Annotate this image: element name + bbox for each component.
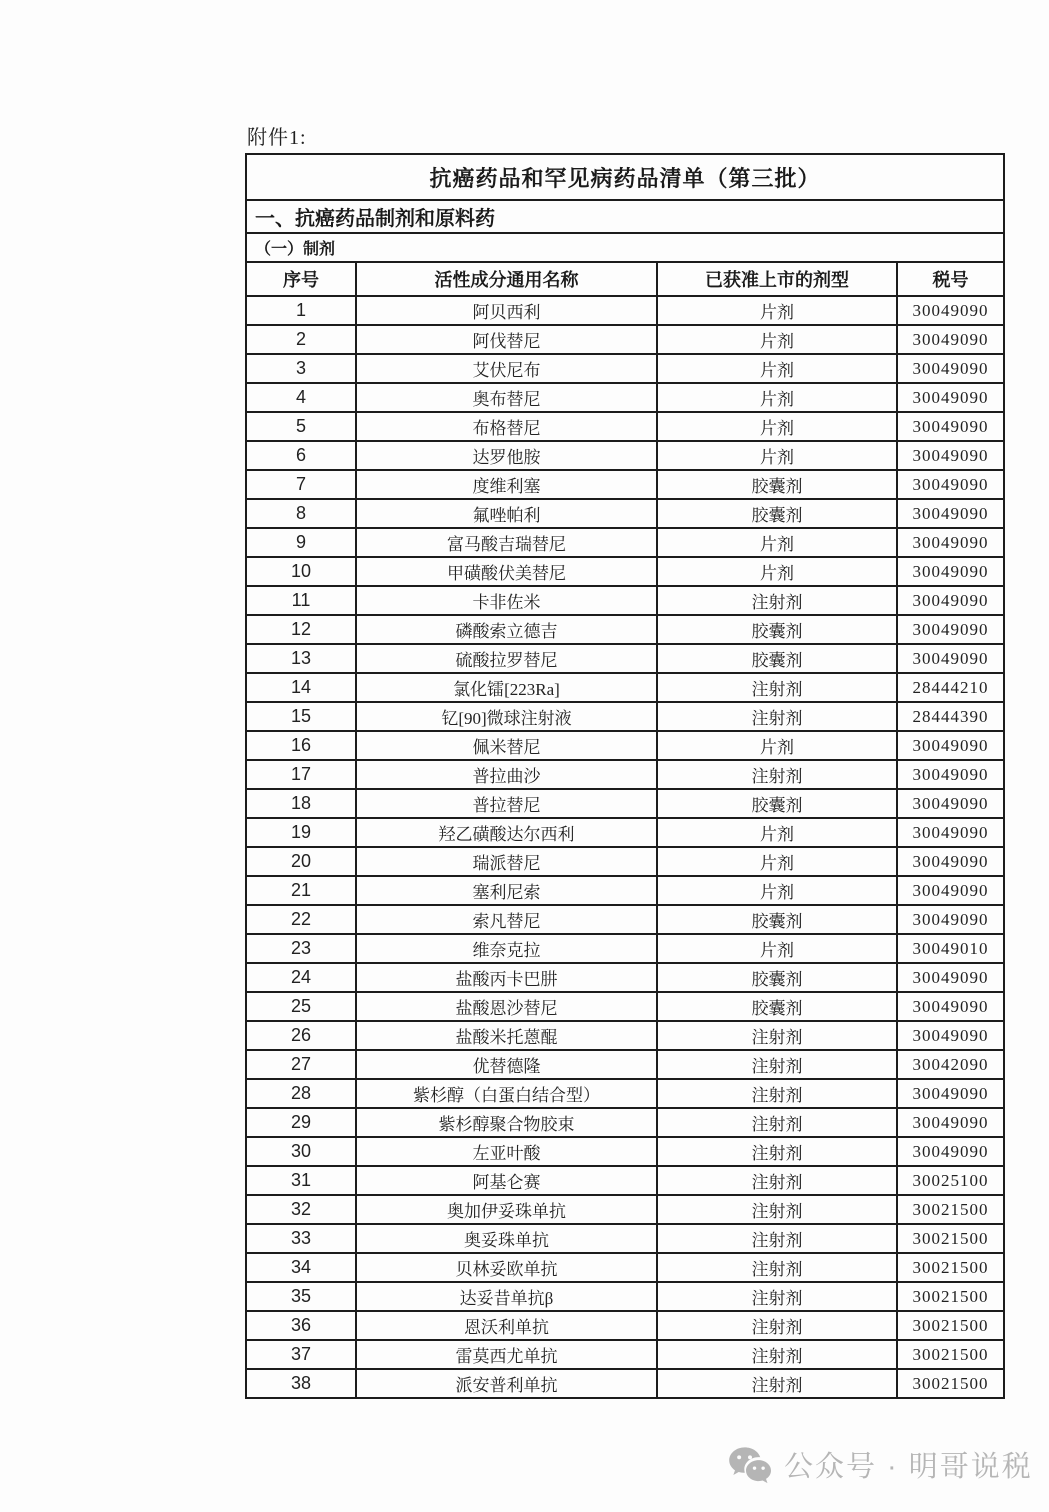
cell-dosage-form: 注射剂	[657, 1224, 897, 1253]
cell-ingredient-name: 磷酸索立德吉	[356, 615, 657, 644]
cell-serial-number: 15	[246, 702, 356, 731]
cell-dosage-form: 注射剂	[657, 1253, 897, 1282]
table-subsection-row	[246, 233, 1004, 262]
cell-tariff-code: 30049090	[897, 470, 1004, 499]
cell-dosage-form: 胶囊剂	[657, 499, 897, 528]
drug-list-table	[245, 153, 1005, 1399]
cell-tariff-code: 30021500	[897, 1340, 1004, 1369]
cell-tariff-code: 30049090	[897, 992, 1004, 1021]
cell-ingredient-name: 紫杉醇（白蛋白结合型）	[356, 1079, 657, 1108]
cell-serial-number: 18	[246, 789, 356, 818]
cell-dosage-form: 片剂	[657, 847, 897, 876]
table-section-row	[246, 200, 1004, 233]
cell-ingredient-name: 优替德隆	[356, 1050, 657, 1079]
cell-serial-number: 32	[246, 1195, 356, 1224]
cell-serial-number: 28	[246, 1079, 356, 1108]
cell-tariff-code: 30021500	[897, 1195, 1004, 1224]
table-row	[246, 1340, 1004, 1369]
cell-tariff-code: 30049090	[897, 644, 1004, 673]
table-title: 抗癌药品和罕见病药品清单（第三批）	[246, 154, 1004, 200]
cell-serial-number: 11	[246, 586, 356, 615]
cell-tariff-code: 30049090	[897, 557, 1004, 586]
cell-dosage-form: 注射剂	[657, 586, 897, 615]
cell-dosage-form: 注射剂	[657, 1021, 897, 1050]
column-header-code: 税号	[897, 262, 1004, 296]
cell-dosage-form: 注射剂	[657, 1340, 897, 1369]
cell-tariff-code: 30049090	[897, 325, 1004, 354]
cell-dosage-form: 片剂	[657, 818, 897, 847]
cell-ingredient-name: 达妥昔单抗β	[356, 1282, 657, 1311]
cell-ingredient-name: 布格替尼	[356, 412, 657, 441]
cell-serial-number: 23	[246, 934, 356, 963]
cell-dosage-form: 片剂	[657, 383, 897, 412]
table-row	[246, 905, 1004, 934]
cell-tariff-code: 30049090	[897, 383, 1004, 412]
cell-serial-number: 27	[246, 1050, 356, 1079]
cell-tariff-code: 30049090	[897, 789, 1004, 818]
table-row	[246, 1369, 1004, 1398]
table-row	[246, 412, 1004, 441]
table-row	[246, 441, 1004, 470]
cell-serial-number: 8	[246, 499, 356, 528]
cell-serial-number: 24	[246, 963, 356, 992]
cell-dosage-form: 片剂	[657, 557, 897, 586]
cell-dosage-form: 片剂	[657, 296, 897, 325]
cell-ingredient-name: 贝林妥欧单抗	[356, 1253, 657, 1282]
cell-serial-number: 33	[246, 1224, 356, 1253]
cell-serial-number: 29	[246, 1108, 356, 1137]
table-row	[246, 818, 1004, 847]
cell-ingredient-name: 普拉替尼	[356, 789, 657, 818]
cell-serial-number: 16	[246, 731, 356, 760]
table-row	[246, 934, 1004, 963]
cell-serial-number: 12	[246, 615, 356, 644]
cell-ingredient-name: 佩米替尼	[356, 731, 657, 760]
cell-dosage-form: 胶囊剂	[657, 644, 897, 673]
cell-dosage-form: 片剂	[657, 441, 897, 470]
cell-serial-number: 34	[246, 1253, 356, 1282]
cell-ingredient-name: 派安普利单抗	[356, 1369, 657, 1398]
cell-tariff-code: 30049090	[897, 1079, 1004, 1108]
cell-tariff-code: 30049090	[897, 1137, 1004, 1166]
cell-dosage-form: 注射剂	[657, 1137, 897, 1166]
column-header-name: 活性成分通用名称	[356, 262, 657, 296]
cell-tariff-code: 30025100	[897, 1166, 1004, 1195]
cell-serial-number: 19	[246, 818, 356, 847]
cell-ingredient-name: 度维利塞	[356, 470, 657, 499]
table-row	[246, 586, 1004, 615]
section-heading: 一、抗癌药品制剂和原料药	[246, 200, 1004, 233]
cell-serial-number: 14	[246, 673, 356, 702]
cell-tariff-code: 30049090	[897, 441, 1004, 470]
table-row	[246, 615, 1004, 644]
table-row	[246, 731, 1004, 760]
cell-dosage-form: 注射剂	[657, 1311, 897, 1340]
table-row	[246, 1050, 1004, 1079]
table-row	[246, 1282, 1004, 1311]
table-row	[246, 1166, 1004, 1195]
cell-serial-number: 21	[246, 876, 356, 905]
cell-serial-number: 10	[246, 557, 356, 586]
table-row	[246, 1021, 1004, 1050]
table-row	[246, 325, 1004, 354]
cell-serial-number: 22	[246, 905, 356, 934]
cell-dosage-form: 注射剂	[657, 1050, 897, 1079]
table-row	[246, 644, 1004, 673]
table-row	[246, 1224, 1004, 1253]
cell-tariff-code: 30049090	[897, 1108, 1004, 1137]
table-row	[246, 702, 1004, 731]
cell-dosage-form: 注射剂	[657, 1195, 897, 1224]
cell-tariff-code: 30049090	[897, 905, 1004, 934]
cell-dosage-form: 胶囊剂	[657, 905, 897, 934]
cell-tariff-code: 30021500	[897, 1224, 1004, 1253]
cell-tariff-code: 30021500	[897, 1253, 1004, 1282]
cell-ingredient-name: 达罗他胺	[356, 441, 657, 470]
cell-serial-number: 7	[246, 470, 356, 499]
cell-tariff-code: 30042090	[897, 1050, 1004, 1079]
cell-ingredient-name: 阿伐替尼	[356, 325, 657, 354]
table-row	[246, 789, 1004, 818]
cell-dosage-form: 注射剂	[657, 1282, 897, 1311]
cell-ingredient-name: 卡非佐米	[356, 586, 657, 615]
table-row	[246, 296, 1004, 325]
cell-ingredient-name: 盐酸米托蒽醌	[356, 1021, 657, 1050]
cell-ingredient-name: 羟乙磺酸达尔西利	[356, 818, 657, 847]
table-row	[246, 557, 1004, 586]
cell-ingredient-name: 恩沃利单抗	[356, 1311, 657, 1340]
table-header-row	[246, 262, 1004, 296]
cell-ingredient-name: 普拉曲沙	[356, 760, 657, 789]
table-row	[246, 760, 1004, 789]
cell-serial-number: 20	[246, 847, 356, 876]
cell-ingredient-name: 索凡替尼	[356, 905, 657, 934]
table-row	[246, 354, 1004, 383]
cell-tariff-code: 30049090	[897, 1021, 1004, 1050]
cell-ingredient-name: 塞利尼索	[356, 876, 657, 905]
cell-serial-number: 5	[246, 412, 356, 441]
table-row	[246, 499, 1004, 528]
cell-ingredient-name: 氟唑帕利	[356, 499, 657, 528]
cell-ingredient-name: 盐酸恩沙替尼	[356, 992, 657, 1021]
cell-tariff-code: 30021500	[897, 1311, 1004, 1340]
cell-dosage-form: 片剂	[657, 876, 897, 905]
attachment-label: 附件1:	[247, 127, 307, 149]
cell-tariff-code: 30049090	[897, 731, 1004, 760]
cell-ingredient-name: 左亚叶酸	[356, 1137, 657, 1166]
cell-tariff-code: 30049090	[897, 760, 1004, 789]
cell-tariff-code: 30021500	[897, 1369, 1004, 1398]
cell-ingredient-name: 奥布替尼	[356, 383, 657, 412]
cell-dosage-form: 片剂	[657, 731, 897, 760]
cell-tariff-code: 30049090	[897, 354, 1004, 383]
table-row	[246, 992, 1004, 1021]
table-row	[246, 470, 1004, 499]
cell-ingredient-name: 阿基仑赛	[356, 1166, 657, 1195]
table-row	[246, 876, 1004, 905]
cell-ingredient-name: 奥妥珠单抗	[356, 1224, 657, 1253]
cell-dosage-form: 片剂	[657, 354, 897, 383]
cell-serial-number: 2	[246, 325, 356, 354]
cell-serial-number: 13	[246, 644, 356, 673]
cell-ingredient-name: 钇[90]微球注射液	[356, 702, 657, 731]
column-header-form: 已获准上市的剂型	[657, 262, 897, 296]
cell-tariff-code: 30049090	[897, 412, 1004, 441]
column-header-no: 序号	[246, 262, 356, 296]
cell-dosage-form: 注射剂	[657, 1079, 897, 1108]
cell-dosage-form: 注射剂	[657, 760, 897, 789]
cell-ingredient-name: 雷莫西尤单抗	[356, 1340, 657, 1369]
table-row	[246, 673, 1004, 702]
cell-tariff-code: 30049090	[897, 586, 1004, 615]
cell-tariff-code: 30049090	[897, 818, 1004, 847]
cell-serial-number: 17	[246, 760, 356, 789]
table-row	[246, 1079, 1004, 1108]
cell-ingredient-name: 紫杉醇聚合物胶束	[356, 1108, 657, 1137]
watermark-text: 公众号 · 明哥说税	[784, 1451, 1033, 1483]
cell-ingredient-name: 维奈克拉	[356, 934, 657, 963]
cell-dosage-form: 胶囊剂	[657, 789, 897, 818]
wechat-icon	[728, 1446, 772, 1484]
table-row	[246, 1253, 1004, 1282]
cell-dosage-form: 片剂	[657, 412, 897, 441]
cell-ingredient-name: 甲磺酸伏美替尼	[356, 557, 657, 586]
cell-serial-number: 35	[246, 1282, 356, 1311]
cell-ingredient-name: 富马酸吉瑞替尼	[356, 528, 657, 557]
cell-serial-number: 4	[246, 383, 356, 412]
cell-dosage-form: 胶囊剂	[657, 992, 897, 1021]
cell-serial-number: 36	[246, 1311, 356, 1340]
cell-serial-number: 9	[246, 528, 356, 557]
cell-tariff-code: 28444390	[897, 702, 1004, 731]
cell-dosage-form: 片剂	[657, 528, 897, 557]
cell-dosage-form: 注射剂	[657, 673, 897, 702]
cell-dosage-form: 注射剂	[657, 1166, 897, 1195]
cell-ingredient-name: 奥加伊妥珠单抗	[356, 1195, 657, 1224]
cell-dosage-form: 片剂	[657, 934, 897, 963]
cell-tariff-code: 30049090	[897, 615, 1004, 644]
cell-dosage-form: 胶囊剂	[657, 470, 897, 499]
cell-serial-number: 6	[246, 441, 356, 470]
cell-ingredient-name: 阿贝西利	[356, 296, 657, 325]
cell-tariff-code: 28444210	[897, 673, 1004, 702]
cell-tariff-code: 30049090	[897, 528, 1004, 557]
cell-serial-number: 38	[246, 1369, 356, 1398]
cell-serial-number: 25	[246, 992, 356, 1021]
table-row	[246, 963, 1004, 992]
table-row	[246, 1137, 1004, 1166]
cell-serial-number: 31	[246, 1166, 356, 1195]
table-body	[246, 154, 1004, 1398]
table-row	[246, 847, 1004, 876]
cell-tariff-code: 30049090	[897, 847, 1004, 876]
cell-dosage-form: 注射剂	[657, 1108, 897, 1137]
cell-tariff-code: 30049090	[897, 876, 1004, 905]
table-row	[246, 1311, 1004, 1340]
cell-serial-number: 26	[246, 1021, 356, 1050]
subsection-heading: （一）制剂	[246, 233, 1004, 262]
table-title-row	[246, 154, 1004, 200]
cell-ingredient-name: 氯化镭[223Ra]	[356, 673, 657, 702]
cell-dosage-form: 注射剂	[657, 702, 897, 731]
cell-tariff-code: 30021500	[897, 1282, 1004, 1311]
table-row	[246, 528, 1004, 557]
cell-tariff-code: 30049090	[897, 499, 1004, 528]
cell-dosage-form: 注射剂	[657, 1369, 897, 1398]
cell-ingredient-name: 盐酸丙卡巴肼	[356, 963, 657, 992]
table-row	[246, 383, 1004, 412]
watermark	[728, 1444, 1033, 1485]
table-row	[246, 1195, 1004, 1224]
table-row	[246, 1108, 1004, 1137]
cell-serial-number: 30	[246, 1137, 356, 1166]
cell-serial-number: 1	[246, 296, 356, 325]
cell-dosage-form: 片剂	[657, 325, 897, 354]
cell-ingredient-name: 瑞派替尼	[356, 847, 657, 876]
cell-serial-number: 37	[246, 1340, 356, 1369]
cell-tariff-code: 30049090	[897, 296, 1004, 325]
cell-dosage-form: 胶囊剂	[657, 615, 897, 644]
cell-tariff-code: 30049010	[897, 934, 1004, 963]
cell-ingredient-name: 艾伏尼布	[356, 354, 657, 383]
cell-ingredient-name: 硫酸拉罗替尼	[356, 644, 657, 673]
cell-tariff-code: 30049090	[897, 963, 1004, 992]
cell-serial-number: 3	[246, 354, 356, 383]
cell-dosage-form: 胶囊剂	[657, 963, 897, 992]
